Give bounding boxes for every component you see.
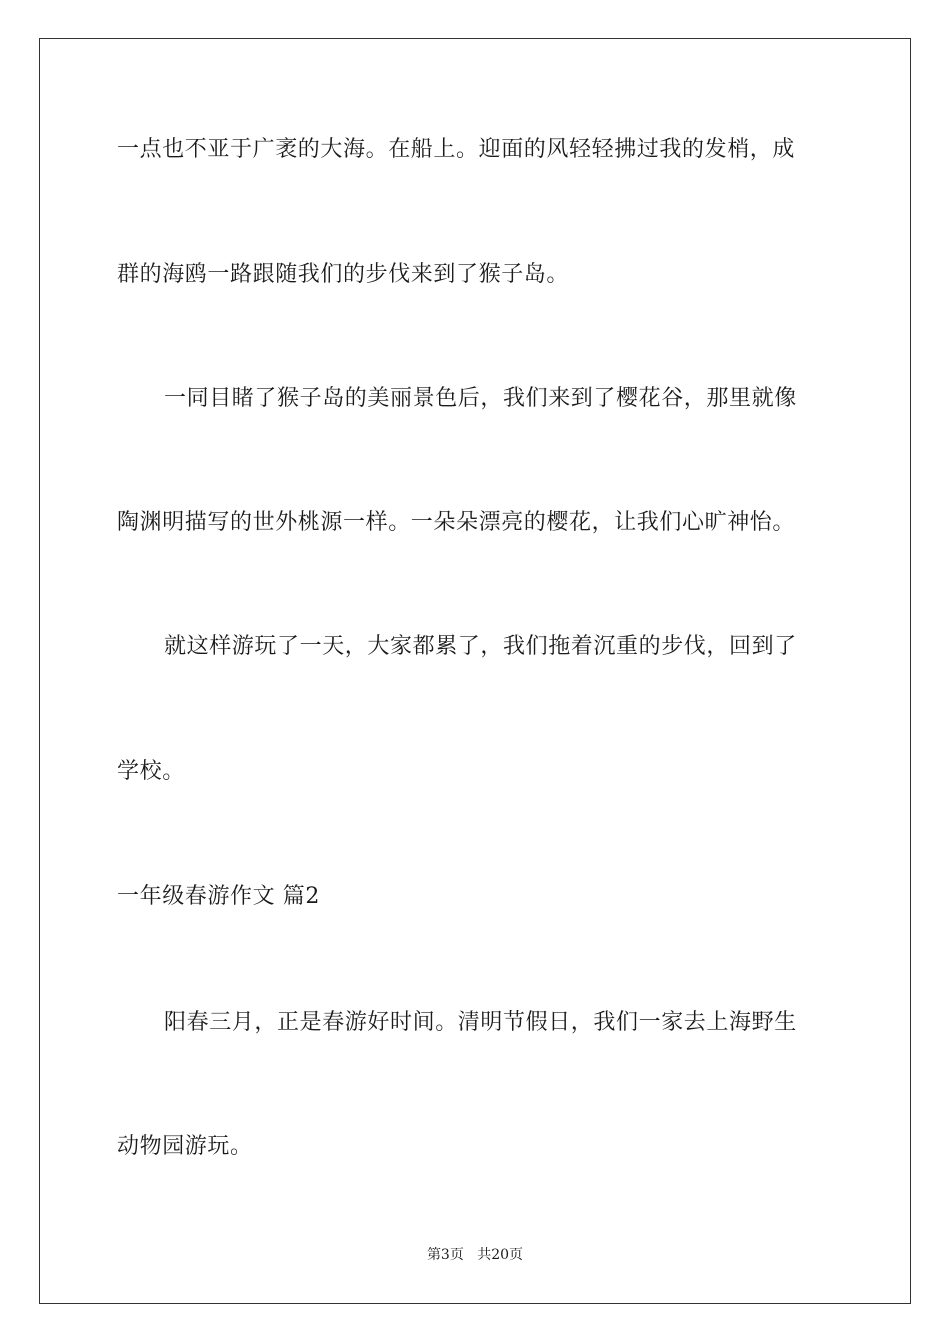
paragraph-line-8: 动物园游玩。 xyxy=(117,1134,253,1159)
paragraph-line-1: 一点也不亚于广袤的大海。在船上。迎面的风轻轻拂过我的发梢，成 xyxy=(117,137,796,162)
page-number: 第3页 xyxy=(426,1247,464,1263)
total-pages: 共20页 xyxy=(477,1247,524,1263)
paragraph-line-6: 学校。 xyxy=(117,759,185,784)
page-border xyxy=(39,38,911,1304)
paragraph-line-4: 陶渊明描写的世外桃源一样。一朵朵漂亮的樱花，让我们心旷神怡。 xyxy=(117,510,796,535)
page-footer xyxy=(0,1246,950,1264)
paragraph-line-5: 就这样游玩了一天，大家都累了，我们拖着沉重的步伐，回到了 xyxy=(164,634,797,659)
paragraph-line-7: 阳春三月，正是春游好时间。清明节假日，我们一家去上海野生 xyxy=(164,1010,797,1035)
section-heading: 一年级春游作文 篇2 xyxy=(117,884,320,909)
paragraph-line-3: 一同目睹了猴子岛的美丽景色后，我们来到了樱花谷，那里就像 xyxy=(164,386,797,411)
paragraph-line-2: 群的海鸥一路跟随我们的步伐来到了猴子岛。 xyxy=(117,262,570,287)
